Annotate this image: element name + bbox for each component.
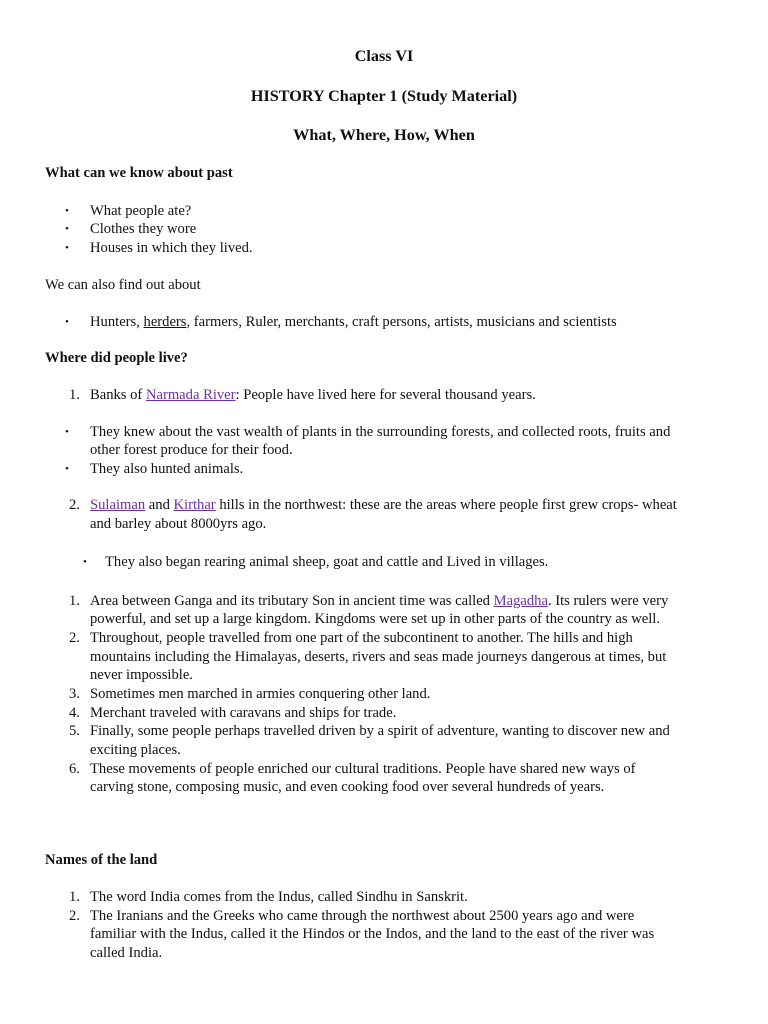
bullet-icon: • (65, 242, 69, 254)
herders-text: herders (143, 314, 187, 330)
bullet-icon: • (65, 223, 69, 235)
magadha-link[interactable]: Magadha (493, 593, 548, 609)
kirthar-link[interactable]: Kirthar (173, 497, 216, 513)
document-page: Class VI HISTORY Chapter 1 (Study Material) What, Where, How, When What can we know about past • What people ate? • Clothes they wore • Houses in which they lived. We can also find out about • Hunters, herders, farmers, Ruler, merchants, craft persons, artists, musicians and scientists Where did people live? 1. Banks of Narmada River: People have lived here for several thousand years. • They knew about the vast wealth of plants in the surrounding forests, and collected roots, fruits and other forest produce for their food. • They also hunted animals. 2. Sulaiman and Kirthar hills in the northwest: these are the areas where people first grew crops- wheat and barley about 8000yrs ago. • They also began rearing animal sheep, goat and cattle and Lived in villages. 1. Area between Ganga and its tributary Son in ancient time was called Magadha. Its rulers were very powerful, and set up a large kingdom. Kingdoms were set up in other parts of the country as well. 2. Throughout, people travelled from one part of the subcontinent to another. The hills and high mountains including the Himalayas, deserts, rivers and seas made journeys dangerous at times, but never impossible. 3. Sometimes men marched in armies conquering other land. 4. Merchant traveled with caravans and ships for trade. 5. Finally, some people perhaps travelled driven by a spirit of adventure, wanting to discover new and exciting places. 6. These movements of people enriched our cultural traditions. People have shared new ways of carving stone, composing music, and even cooking food over several hundreds of years. Names of the land 1. The word India comes from the Indus, called Sindhu in Sanskrit. 2. The Iranians and the Greeks who came through the northwest about 2500 years ago and were familiar with the Indus, called it the Hindos or the Indos, and the land to the east of the river was called India. (0, 0, 768, 1024)
chapter-title: HISTORY Chapter 1 (Study Material) (250, 87, 518, 105)
sulaiman-link[interactable]: Sulaiman (90, 497, 146, 513)
bullet-icon: • (65, 316, 69, 328)
bullet-icon: • (65, 463, 69, 475)
heading-where: Where did people live? (45, 350, 188, 366)
heading-past: What can we know about past (45, 165, 233, 181)
topic-title: What, Where, How, When (293, 126, 475, 144)
class-title: Class VI (354, 47, 414, 65)
bullet-icon: • (83, 556, 87, 568)
bullet-icon: • (65, 426, 69, 438)
narmada-river-link[interactable]: Narmada River (145, 387, 236, 403)
bullet-icon: • (65, 205, 69, 217)
heading-names: Names of the land (45, 852, 158, 868)
also-text: We can also find out about (45, 277, 201, 293)
